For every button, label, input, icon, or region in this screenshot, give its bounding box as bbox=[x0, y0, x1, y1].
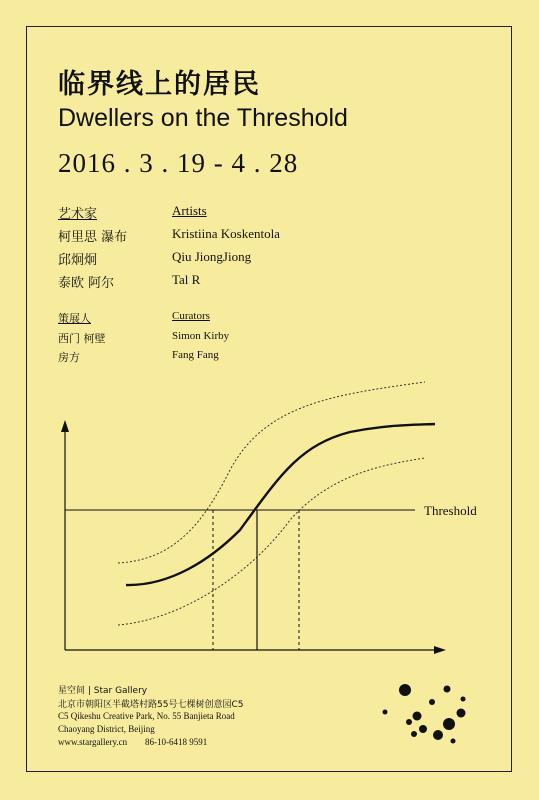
logo-dot bbox=[383, 710, 388, 715]
artist-name-en: Tal R bbox=[172, 272, 201, 287]
gallery-website[interactable]: www.stargallery.cn bbox=[58, 737, 128, 747]
title-english: Dwellers on the Threshold bbox=[58, 104, 348, 132]
address-chinese: 北京市朝阳区半截塔村路55号七棵树创意园C5 bbox=[58, 700, 244, 710]
artist-name-cn: 泰欧 阿尔 bbox=[58, 276, 115, 291]
logo-dot bbox=[419, 725, 427, 733]
exhibition-dates: 2016 . 3 . 19 - 4 . 28 bbox=[58, 148, 299, 178]
artists-heading-en: Artists bbox=[172, 203, 207, 218]
logo-dot bbox=[433, 730, 443, 740]
curator-name-cn: 西门 柯壁 bbox=[58, 332, 106, 345]
logo-dot bbox=[457, 709, 466, 718]
logo-dot bbox=[399, 684, 411, 696]
curator-name-cn: 房方 bbox=[58, 351, 80, 364]
threshold-label: Threshold bbox=[424, 503, 477, 518]
logo-dot bbox=[451, 739, 456, 744]
logo-dot bbox=[406, 719, 412, 725]
artist-name-cn: 柯里思 瀑布 bbox=[58, 230, 128, 245]
logo-dot bbox=[411, 731, 417, 737]
curators-heading-cn: 策展人 bbox=[58, 312, 91, 325]
title-chinese: 临界线上的居民 bbox=[58, 69, 261, 100]
address-english-line-2: Chaoyang District, Beijing bbox=[58, 724, 155, 734]
curators-heading-en: Curators bbox=[172, 310, 210, 322]
logo-dot bbox=[443, 718, 455, 730]
curator-name-en: Simon Kirby bbox=[172, 330, 230, 342]
gallery-phone: 86-10-6418 9591 bbox=[145, 737, 208, 747]
address-english-line-1: C5 Qikeshu Creative Park, No. 55 Banjieta Road bbox=[58, 711, 235, 721]
logo-dot bbox=[444, 686, 451, 693]
artist-name-en: Kristiina Koskentola bbox=[172, 226, 280, 241]
artist-name-en: Qiu JiongJiong bbox=[172, 249, 252, 264]
curator-name-en: Fang Fang bbox=[172, 349, 219, 361]
logo-dot bbox=[413, 712, 422, 721]
artists-heading-cn: 艺术家 bbox=[58, 207, 98, 222]
logo-dot bbox=[429, 699, 435, 705]
logo-dot bbox=[461, 697, 466, 702]
artist-name-cn: 邱炯炯 bbox=[58, 253, 98, 268]
gallery-name: 星空间 | Star Gallery bbox=[58, 686, 148, 696]
